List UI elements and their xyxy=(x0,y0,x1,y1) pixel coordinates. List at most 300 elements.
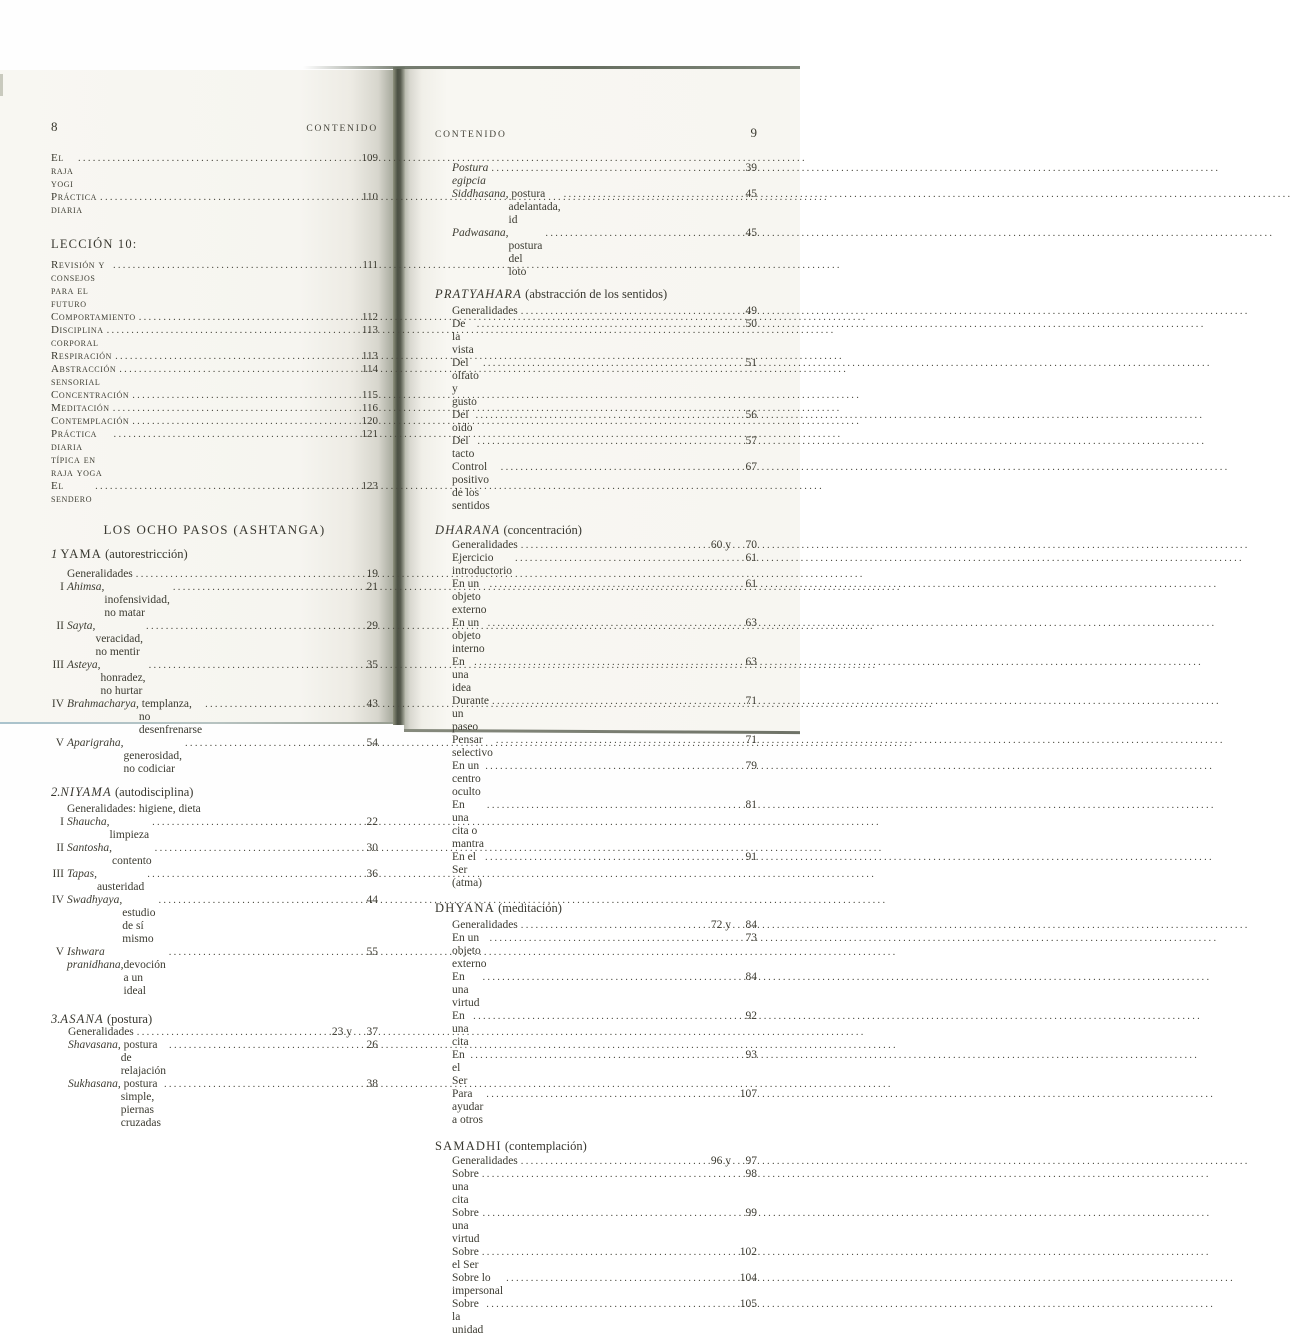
entry-label: Abstracción sensorial xyxy=(51,363,120,388)
section-heading xyxy=(51,547,378,561)
dot-leader xyxy=(475,409,729,422)
entry-page-number: 113 xyxy=(361,324,378,336)
entry-page-number: 93 xyxy=(745,1049,757,1061)
dot-leader xyxy=(515,552,729,565)
toc-entry xyxy=(51,894,378,946)
entry-page-number: 54 xyxy=(366,737,378,749)
page-top-edge xyxy=(303,66,800,69)
toc-entry xyxy=(435,409,757,435)
entry-label: devoción a un ideal xyxy=(123,946,169,997)
toc-entry xyxy=(51,1039,378,1078)
dot-leader xyxy=(155,842,350,855)
entry-label-italic: Sukhasana, xyxy=(68,1078,121,1090)
entry-label: El sendero xyxy=(51,480,93,505)
dot-leader xyxy=(149,659,350,672)
toc-entry xyxy=(435,695,757,734)
toc-entry xyxy=(435,357,757,409)
entry-page-number: 61 xyxy=(745,578,757,590)
entry-page-number: 30 xyxy=(366,842,378,854)
dot-leader xyxy=(95,480,350,493)
entry-label: postura del loto xyxy=(508,227,546,278)
entry-page-number: 37 xyxy=(366,1026,378,1038)
entry-label: Ejercicio introductorio xyxy=(452,552,513,577)
right-running-header: CONTENIDO xyxy=(435,130,507,140)
entry-label: Del olfato y gusto xyxy=(452,357,482,408)
toc-entry xyxy=(435,1168,757,1207)
entry-label: Para ayudar a otros xyxy=(452,1088,487,1126)
dot-leader xyxy=(492,695,729,708)
dot-leader xyxy=(159,894,351,907)
toc-entry xyxy=(51,389,378,402)
dot-leader xyxy=(482,971,729,984)
entry-page-number: 73 xyxy=(745,932,757,944)
entry-page-number: 49 xyxy=(745,305,757,317)
entry-label-italic: Ahimsa, xyxy=(67,581,105,593)
heading-text: DHYANA xyxy=(435,901,495,915)
toc-entry xyxy=(51,659,378,698)
entry-label: Generalidades xyxy=(452,305,518,317)
left-page-edge-notch xyxy=(0,74,3,96)
toc-entry xyxy=(51,480,378,506)
entry-label: inofensividad, no matar xyxy=(104,581,173,619)
entry-page-number: 67 xyxy=(745,461,757,473)
toc-entry xyxy=(51,324,378,350)
entry-label: Concentración xyxy=(51,389,130,401)
dot-leader xyxy=(483,357,729,370)
entry-numeral: III xyxy=(52,659,64,671)
dot-leader xyxy=(489,932,729,945)
entry-label: Revisión y consejos para el futuro xyxy=(51,259,109,310)
entry-page-number: 123 xyxy=(361,480,378,492)
entry-label: En un objeto interno xyxy=(452,617,485,655)
entry-page-number: 114 xyxy=(361,363,378,375)
entry-label-italic: Santosha, xyxy=(67,842,113,854)
toc-entry xyxy=(435,734,757,760)
toc-entry xyxy=(435,799,757,851)
dot-leader xyxy=(100,191,350,204)
heading-text: LECCIÓN 10: xyxy=(51,237,138,251)
dot-leader xyxy=(491,162,729,175)
entry-page-number: 57 xyxy=(745,435,757,447)
entry-label-italic: Aparigraha, xyxy=(67,737,124,749)
entry-label-italic: Ishwara pranidhana, xyxy=(67,946,124,971)
entry-label: Generalidades xyxy=(452,919,518,931)
entry-page-number: 39 xyxy=(745,162,757,174)
toc-entry xyxy=(435,919,757,932)
dot-leader xyxy=(485,760,729,773)
dot-leader xyxy=(119,363,350,376)
toc-entry xyxy=(435,760,757,799)
entry-page-number: 44 xyxy=(366,894,378,906)
entry-page-number: 102 xyxy=(739,1246,757,1258)
toc-entry xyxy=(435,1049,757,1088)
dot-leader xyxy=(501,461,729,474)
entry-page-number: 120 xyxy=(361,415,378,427)
toc-entry xyxy=(51,1026,378,1039)
toc-group xyxy=(51,803,378,998)
entry-label: Generalidades xyxy=(452,1155,518,1167)
dot-leader xyxy=(487,799,729,812)
entry-page-number: 105 xyxy=(739,1298,757,1310)
heading-text: SAMADHI xyxy=(435,1139,502,1153)
entry-label: austeridad xyxy=(96,868,145,893)
entry-label-italic: Asteya, xyxy=(67,659,101,671)
toc-entry xyxy=(435,617,757,656)
toc-entry xyxy=(435,932,757,971)
entry-page-number: 110 xyxy=(361,191,378,203)
dot-leader xyxy=(506,1272,729,1285)
heading-text: (postura) xyxy=(103,1012,153,1026)
heading-text: YAMA xyxy=(60,547,102,561)
entry-page-prefix: 60 y xyxy=(710,539,731,551)
entry-label: Práctica diaria típica en raja yoga xyxy=(51,428,103,479)
entry-page-number: 71 xyxy=(745,695,757,707)
heading-text: DHARANA xyxy=(435,523,501,537)
dot-leader xyxy=(482,1168,729,1181)
dot-leader xyxy=(486,1088,729,1101)
entry-numeral: IV xyxy=(51,698,64,710)
entry-page-number: 115 xyxy=(361,389,378,401)
entry-label: Pensar selectivo xyxy=(452,734,493,759)
entry-label: El raja yogi xyxy=(51,152,77,190)
right-page-header xyxy=(435,125,757,141)
entry-label-italic: Postura egipcia xyxy=(452,162,489,187)
toc-entry xyxy=(435,578,757,617)
dot-leader xyxy=(169,1039,350,1052)
dot-leader xyxy=(107,324,350,337)
entry-page-number: 45 xyxy=(745,227,757,239)
toc-entry xyxy=(51,152,378,191)
dot-leader xyxy=(477,318,729,331)
entry-label: Generalidades: higiene, dieta xyxy=(67,803,201,815)
dot-leader xyxy=(132,415,350,428)
entry-page-number: 63 xyxy=(745,656,757,668)
heading-text: ASANA xyxy=(60,1012,104,1026)
entry-label-italic: Sayta, xyxy=(67,620,96,632)
toc-entry xyxy=(51,816,378,842)
entry-label: Sobre la unidad xyxy=(452,1298,484,1336)
entry-label: Comportamiento xyxy=(51,311,136,323)
entry-label: honradez, no hurtar xyxy=(100,659,149,697)
toc-entry xyxy=(51,842,378,868)
section-heading xyxy=(51,1012,378,1026)
entry-page-number: 63 xyxy=(745,617,757,629)
entry-page-number: 79 xyxy=(745,760,757,772)
dot-leader xyxy=(477,435,729,448)
toc-entry xyxy=(51,803,378,816)
entry-label: Del oído xyxy=(452,409,473,434)
entry-page-number: 21 xyxy=(366,581,378,593)
entry-page-number: 84 xyxy=(745,919,757,931)
entry-page-number: 121 xyxy=(361,428,378,440)
dot-leader xyxy=(137,1026,330,1039)
dot-leader xyxy=(185,737,350,750)
dot-leader xyxy=(474,656,729,669)
toc-entry xyxy=(51,428,378,480)
entry-label: Generalidades xyxy=(67,568,133,580)
toc-entry xyxy=(435,1246,757,1272)
dot-leader xyxy=(115,350,350,363)
dot-leader xyxy=(521,919,709,932)
entry-page-number: 91 xyxy=(745,851,757,863)
entry-page-number: 26 xyxy=(366,1039,378,1051)
entry-label-italic: Tapas, xyxy=(67,868,97,880)
entry-page-number: 98 xyxy=(745,1168,757,1180)
entry-label: Sobre una virtud xyxy=(452,1207,482,1245)
toc-entry xyxy=(51,259,378,311)
heading-text: PRATYAHARA xyxy=(435,287,523,301)
entry-label-italic: Brahmacharya, xyxy=(67,698,139,710)
entry-label: Meditación xyxy=(51,402,110,414)
toc-entry xyxy=(51,191,378,217)
entry-label: Control positivo de los sentidos xyxy=(452,461,492,512)
toc-group xyxy=(51,568,378,776)
dot-leader xyxy=(139,311,350,324)
left-running-header: CONTENIDO xyxy=(306,124,378,134)
entry-label: En una cita o mantra xyxy=(452,799,484,850)
dot-leader xyxy=(482,1246,729,1259)
toc-entry xyxy=(435,1088,757,1127)
toc-entry xyxy=(51,1078,378,1130)
entry-page-number: 36 xyxy=(366,868,378,880)
dot-leader xyxy=(136,568,350,581)
dot-leader xyxy=(132,389,350,402)
entry-label: veracidad, no mentir xyxy=(95,620,146,658)
dot-leader xyxy=(496,734,729,747)
entry-label: En el Ser xyxy=(452,1049,468,1087)
entry-label: En el Ser (atma) xyxy=(452,851,483,889)
toc-entry xyxy=(435,539,757,552)
dot-leader xyxy=(489,578,729,591)
entry-page-number: 22 xyxy=(366,816,378,828)
heading-text: NIYAMA xyxy=(60,785,112,799)
section-heading xyxy=(435,901,757,915)
section-heading xyxy=(435,1139,757,1153)
entry-label: Sobre una cita xyxy=(452,1168,482,1206)
entry-page-number: 19 xyxy=(366,568,378,580)
toc-entry xyxy=(51,946,378,998)
toc-entry xyxy=(51,737,378,776)
heading-text: (autorestricción) xyxy=(102,547,188,561)
toc-entry xyxy=(51,620,378,659)
entry-label: En una idea xyxy=(452,656,472,694)
toc-group xyxy=(435,305,757,513)
entry-page-number: 116 xyxy=(361,402,378,414)
entry-page-number: 29 xyxy=(366,620,378,632)
entry-label: estudio de sí mismo xyxy=(122,894,159,945)
toc-entry xyxy=(51,311,378,324)
toc-group xyxy=(51,152,378,217)
entry-page-number: 99 xyxy=(745,1207,757,1219)
toc-entry xyxy=(51,363,378,389)
dot-leader xyxy=(152,816,350,829)
dot-leader xyxy=(521,1155,709,1168)
entry-label-italic: Swadhyaya, xyxy=(67,894,123,906)
entry-page-number: 92 xyxy=(745,1010,757,1022)
toc-group xyxy=(435,1155,757,1337)
entry-label-italic: Padwasana, xyxy=(452,227,509,239)
heading-text: (contemplación) xyxy=(501,1139,587,1153)
toc-group xyxy=(51,1026,378,1130)
dot-leader xyxy=(521,539,709,552)
entry-label: templanza, no desenfrenarse xyxy=(138,698,203,736)
entry-page-number: 112 xyxy=(361,311,378,323)
left-page-toc xyxy=(51,152,378,1130)
entry-page-number: 50 xyxy=(745,318,757,330)
entry-page-number: 56 xyxy=(745,409,757,421)
right-page-toc xyxy=(435,162,757,1337)
entry-page-number: 35 xyxy=(366,659,378,671)
dot-leader xyxy=(545,227,729,240)
toc-entry xyxy=(435,305,757,318)
dot-leader xyxy=(114,428,350,441)
toc-title: LOS OCHO PASOS (ASHTANGA) xyxy=(103,522,326,537)
toc-entry xyxy=(435,461,757,513)
entry-label: limpieza xyxy=(109,816,150,841)
toc-entry xyxy=(435,851,757,890)
toc-entry xyxy=(51,868,378,894)
entry-page-number: 97 xyxy=(745,1155,757,1167)
entry-page-prefix: 72 y xyxy=(710,919,731,931)
toc-entry xyxy=(435,656,757,695)
section-heading xyxy=(51,785,378,799)
section-heading xyxy=(51,237,378,251)
toc-entry xyxy=(435,1207,757,1246)
dot-leader xyxy=(113,402,350,415)
heading-text: (meditación) xyxy=(494,901,562,915)
entry-page-number: 55 xyxy=(366,946,378,958)
entry-label: postura adelantada, id xyxy=(508,188,564,226)
dot-leader xyxy=(488,617,729,630)
left-page-number: 8 xyxy=(51,119,58,134)
entry-page-number: 111 xyxy=(362,259,378,271)
dot-leader xyxy=(113,259,350,272)
entry-label: Generalidades xyxy=(452,539,518,551)
entry-numeral: V xyxy=(55,737,64,749)
entry-page-number: 38 xyxy=(366,1078,378,1090)
right-page-number: 9 xyxy=(750,125,757,140)
entry-label: En un centro oculto xyxy=(452,760,484,798)
dot-leader xyxy=(482,1207,729,1220)
toc-entry xyxy=(51,581,378,620)
entry-page-number: 51 xyxy=(745,357,757,369)
entry-page-prefix: 23 y xyxy=(331,1026,352,1038)
entry-page-number: 109 xyxy=(361,152,378,164)
toc-group xyxy=(435,919,757,1127)
entry-label-italic: Shaucha, xyxy=(67,816,110,828)
dot-leader xyxy=(146,620,350,633)
toc-entry xyxy=(435,435,757,461)
toc-entry xyxy=(51,350,378,363)
entry-page-number: 61 xyxy=(745,552,757,564)
entry-numeral: II xyxy=(56,842,64,854)
heading-text: 3. xyxy=(51,1012,61,1026)
entry-page-number: 113 xyxy=(361,350,378,362)
toc-entry xyxy=(51,415,378,428)
entry-numeral: II xyxy=(56,620,64,632)
heading-text: (autodisciplina) xyxy=(111,785,194,799)
entry-label: En una cita xyxy=(452,1010,472,1048)
entry-page-number: 104 xyxy=(739,1272,757,1284)
entry-label: Disciplina corporal xyxy=(51,324,107,349)
toc-entry xyxy=(435,318,757,357)
heading-text: (concentración) xyxy=(500,523,582,537)
entry-page-prefix: 96 y xyxy=(710,1155,731,1167)
toc-entry xyxy=(435,162,757,188)
entry-label: postura de relajación xyxy=(120,1039,167,1077)
entry-numeral: V xyxy=(55,946,64,958)
entry-label: Sobre el Ser xyxy=(452,1246,482,1271)
entry-label: De la vista xyxy=(452,318,474,356)
entry-label-italic: Shavasana, xyxy=(68,1039,121,1051)
entry-numeral: I xyxy=(60,581,64,593)
toc-group xyxy=(435,539,757,890)
dot-leader xyxy=(164,1078,350,1091)
section-heading xyxy=(435,287,757,301)
entry-label: Práctica diaria xyxy=(51,191,101,216)
entry-page-number: 43 xyxy=(366,698,378,710)
entry-numeral: III xyxy=(52,868,64,880)
toc-entry xyxy=(435,971,757,1010)
toc-entry xyxy=(435,1298,757,1337)
toc-entry xyxy=(435,1272,757,1298)
toc-entry xyxy=(435,552,757,578)
entry-label: Sobre lo impersonal xyxy=(452,1272,504,1297)
dot-leader xyxy=(485,851,729,864)
heading-text: 1 xyxy=(51,547,61,561)
toc-entry xyxy=(435,227,757,279)
entry-label: postura simple, piernas cruzadas xyxy=(120,1078,161,1129)
entry-label: Respiración xyxy=(51,350,113,362)
dot-leader xyxy=(147,868,350,881)
dot-leader xyxy=(564,188,729,201)
heading-text: (abstracción de los sentidos) xyxy=(522,287,668,301)
entry-numeral: IV xyxy=(51,894,64,906)
entry-page-number: 70 xyxy=(745,539,757,551)
entry-label: contento xyxy=(112,842,152,867)
toc-entry xyxy=(51,698,378,737)
entry-label: En un objeto externo xyxy=(452,932,487,970)
entry-numeral: I xyxy=(60,816,64,828)
entry-label-italic: Siddhasana, xyxy=(452,188,509,200)
entry-page-number: 71 xyxy=(745,734,757,746)
entry-page-number: 107 xyxy=(739,1088,757,1100)
toc-entry xyxy=(435,1010,757,1049)
toc-group xyxy=(435,162,757,279)
dot-leader xyxy=(205,698,350,711)
section-heading xyxy=(435,523,757,537)
entry-page-number: 81 xyxy=(745,799,757,811)
dot-leader xyxy=(486,1298,729,1311)
dot-leader xyxy=(169,946,350,959)
entry-page-number: 45 xyxy=(745,188,757,200)
entry-label: Contemplación xyxy=(51,415,130,427)
toc-entry xyxy=(435,1155,757,1168)
entry-label: Generalidades xyxy=(68,1026,134,1038)
dot-leader xyxy=(473,1010,729,1023)
dot-leader xyxy=(470,1049,729,1062)
dot-leader xyxy=(173,581,350,594)
entry-page-number: 84 xyxy=(745,971,757,983)
entry-label: En una virtud xyxy=(452,971,480,1009)
toc-entry xyxy=(435,188,757,227)
left-page-header xyxy=(51,119,378,135)
toc-entry xyxy=(51,402,378,415)
toc-entry xyxy=(51,568,378,581)
entry-label: generosidad, no codiciar xyxy=(123,737,185,775)
entry-label: En un objeto externo xyxy=(452,578,487,616)
toc-group xyxy=(51,259,378,506)
